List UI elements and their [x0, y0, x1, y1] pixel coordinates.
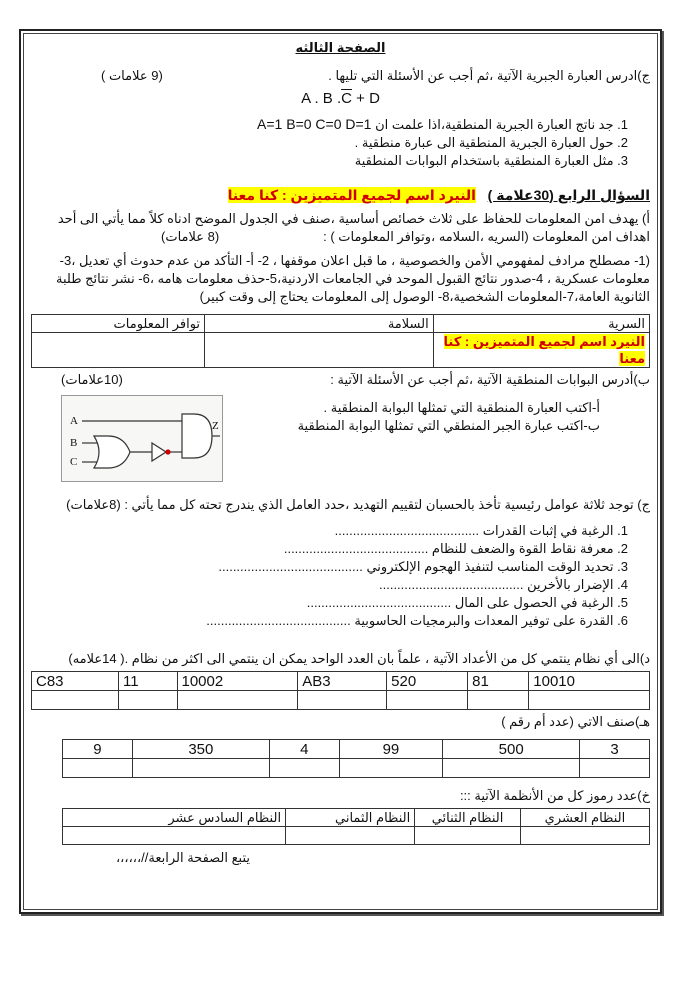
- highlight-banner: النيرد اسم لجميع المتميزين : كنا معنا: [227, 187, 476, 203]
- number-cell: 3: [580, 740, 650, 759]
- logic-circuit: [62, 396, 222, 481]
- part-c-item-1: 1. جد ناتج العبارة الجبرية المنطقية،اذا علمت ان A=1 B=0 C=0 D=1: [257, 116, 628, 132]
- items-line-3: الثانوية العامة،7-المعلومات الشخصية،8- الوصول إلى المعلومات يحتاج إلى وقت كبير): [199, 289, 650, 304]
- part-b-items: [237, 395, 650, 435]
- and-gate: [182, 414, 212, 458]
- logic-gate-diagram: [61, 395, 223, 482]
- answer-cell[interactable]: [205, 333, 434, 368]
- number-system-symbols-table: [62, 808, 650, 845]
- number-cell: C83: [32, 672, 119, 691]
- answer-cell[interactable]: [520, 827, 649, 845]
- part-c-question: ج)ادرس العبارة الجبرية الآتية ،ثم أجب عن الأسئلة التي تليها .: [328, 68, 650, 83]
- page-title: الصفحة الثالثه: [295, 40, 386, 55]
- answer-cell[interactable]: [32, 333, 205, 368]
- part-c-marks: (9 علامات ): [101, 68, 163, 83]
- part-d-question: د)الى أي نظام ينتمي كل من الأعداد الآتية ، علماً بان العدد الواحد يمكن ان ينتمي الى اكثر من نظام .( 14علامه): [68, 651, 650, 666]
- number-cell: 350: [132, 740, 269, 759]
- number-cell: 99: [339, 740, 442, 759]
- answer-cell[interactable]: [529, 691, 650, 710]
- answer-cell[interactable]: [468, 691, 529, 710]
- part-c-item-2: 2. حول العبارة الجبرية المنطقية الى عبارة منطقية .: [354, 135, 628, 150]
- or-gate: [94, 436, 130, 468]
- not-gate: [152, 443, 166, 461]
- q4-title: السؤال الرابع (30علامة ): [487, 187, 650, 203]
- header-availability: توافر المعلومات: [32, 315, 205, 333]
- answer-cell[interactable]: [132, 759, 269, 778]
- answer-cell[interactable]: [32, 691, 119, 710]
- items-line-1: (1- مصطلح مرادف لمفهومي الأمن والخصوصية ، ما قبل اعلان موقفها ، 2- أ- التأكد من عدم حدوث أي تعديل ،3-: [59, 253, 650, 268]
- label-b: B: [70, 437, 78, 449]
- number-cell: 10002: [177, 672, 298, 691]
- part-j-item-3: 3. تحديد الوقت المناسب لتنفيذ الهجوم الإلكتروني ........................................: [218, 559, 628, 574]
- number-cell: 9: [62, 740, 132, 759]
- security-goals-table: [31, 314, 650, 368]
- expression-right: + D: [356, 90, 380, 107]
- number-cell: 11: [119, 672, 178, 691]
- number-cell: AB3: [298, 672, 387, 691]
- expression-c-negated: $\overline{C}$: [341, 90, 352, 107]
- part-j-question: ج) توجد ثلاثة عوامل رئيسية تأخذ بالحسبان لتقييم التهديد ،حدد العامل الذي يندرج تحته كل مما يأتي : (8علامات): [66, 497, 650, 512]
- q4-heading: [31, 186, 650, 204]
- answer-cell[interactable]: [298, 691, 387, 710]
- header-binary: النظام الثنائي: [415, 809, 521, 827]
- part-j-item-4: 4. الإضرار بالأخرين ........................................: [379, 577, 628, 592]
- part-b-question: ب)أدرس البوابات المنطقية الآتية ،ثم أجب عن الأسئلة الآتية :: [330, 372, 650, 387]
- answer-cell[interactable]: [119, 691, 178, 710]
- part-j-item-5: 5. الرغبة في الحصول على المال ........................................: [306, 595, 628, 610]
- answer-cell[interactable]: [62, 759, 132, 778]
- number-systems-table: [31, 671, 650, 710]
- footer-continue: يتبع الصفحة الرابعة//،،،،،،: [115, 850, 250, 865]
- part-a-line-2-row: [31, 228, 650, 246]
- items-line-2: معلومات عسكرية ، 4-صدور نتائج القبول الموحد في الجامعات الاردنية،5-حذف معلومات هامه ،6- نشر نتائج طلبة: [56, 271, 650, 286]
- item1-values: A=1 B=0 C=0 D=1: [257, 116, 372, 132]
- part-h-question: هـ)صنف الاتي (عدد أم رقم ): [501, 714, 650, 729]
- label-a: A: [70, 415, 78, 427]
- number-cell: 500: [443, 740, 580, 759]
- part-j-item-6: 6. القدرة على توفير المعدات والبرمجيات الحاسوبية ........................................: [206, 613, 628, 628]
- answer-cell[interactable]: [177, 691, 298, 710]
- label-z: Z: [212, 420, 219, 432]
- number-cell: 81: [468, 672, 529, 691]
- expression-left: A . B .: [301, 90, 342, 107]
- part-b-header: [31, 371, 650, 389]
- answer-cell[interactable]: [443, 759, 580, 778]
- part-j-item-2: 2. معرفة نقاط القوة والضعف للنظام ........................................: [283, 541, 628, 556]
- part-a-marks: (8 علامات): [161, 229, 220, 244]
- inversion-bubble: [165, 449, 170, 454]
- part-b-marks: (10علامات): [61, 372, 123, 387]
- part-b-item-a: أ-اكتب العبارة المنطقية التي تمثلها البوابة المنطقية .: [323, 400, 600, 415]
- part-kh-question: خ)عدد رموز كل من الأنظمة الآتية :::: [459, 788, 650, 803]
- answer-cell[interactable]: [62, 827, 285, 845]
- answer-cell[interactable]: [269, 759, 339, 778]
- expression: [31, 89, 650, 109]
- header-hexadecimal: النظام السادس عشر: [62, 809, 285, 827]
- part-c-item-3: 3. مثل العبارة المنطقية باستخدام البوابات المنطقية: [354, 153, 628, 168]
- part-j-item-1: 1. الرغبة في إثبات القدرات ........................................: [334, 523, 628, 538]
- header-decimal: النظام العشري: [520, 809, 649, 827]
- header-confidentiality: السرية: [433, 315, 649, 333]
- number-cell: 10010: [529, 672, 650, 691]
- answer-cell[interactable]: [286, 827, 415, 845]
- answer-cell[interactable]: [433, 333, 649, 368]
- part-b-body: [31, 395, 650, 482]
- number-cell: 520: [387, 672, 468, 691]
- part-c-header: [31, 67, 650, 85]
- table-highlight: النيرد اسم لجميع المتميزين : كنا معنا: [443, 334, 645, 366]
- answer-cell[interactable]: [387, 691, 468, 710]
- header-integrity: السلامة: [205, 315, 434, 333]
- page-border: [19, 29, 662, 914]
- number-cell: 4: [269, 740, 339, 759]
- answer-cell[interactable]: [339, 759, 442, 778]
- part-b-item-b: ب-اكتب عبارة الجبر المنطقي التي تمثلها البوابة المنطقية: [297, 418, 600, 433]
- answer-cell[interactable]: [415, 827, 521, 845]
- part-a-line-2: اهداف امن المعلومات (السريه ،السلامه ،وتوافر المعلومات ) :: [323, 229, 650, 244]
- header-octal: النظام الثماني: [286, 809, 415, 827]
- label-c: C: [70, 456, 78, 468]
- part-a-line-1: أ) يهدف امن المعلومات للحفاظ على ثلاث خصائص أساسية ،صنف في الجدول الموضح ادناه كلاً مما يأتي الى أحد: [57, 211, 650, 226]
- answer-cell[interactable]: [580, 759, 650, 778]
- number-digit-table: [62, 739, 650, 778]
